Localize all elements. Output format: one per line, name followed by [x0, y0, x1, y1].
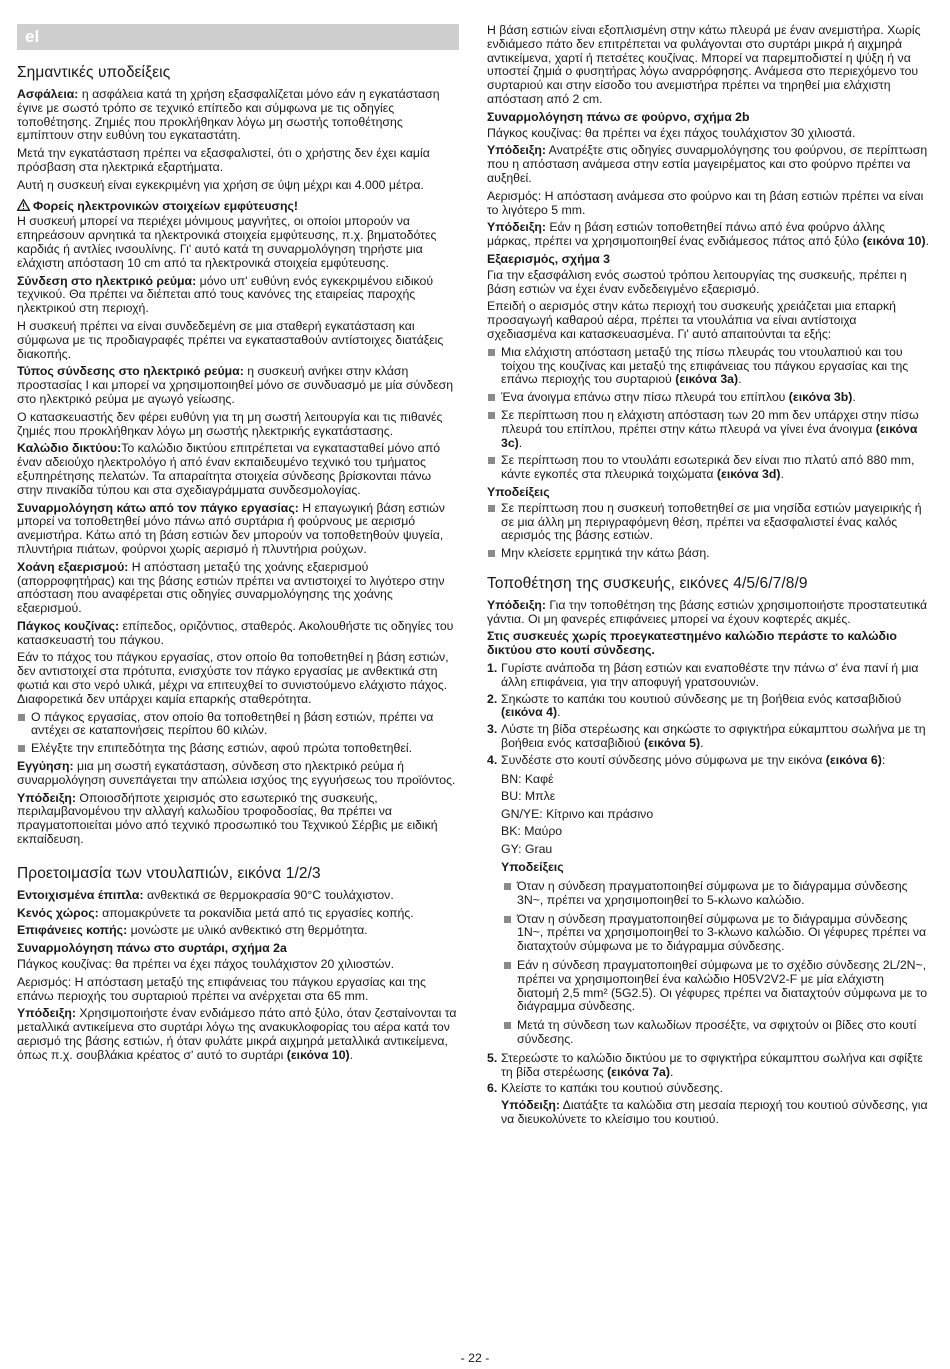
list-item: Ελέγξτε την επιπεδότητα της βάσης εστιών, αφού πρώτα τοποθετηθεί.: [17, 742, 459, 756]
list-item: Ο πάγκος εργασίας, στον οποίο θα τοποθετηθεί η βάση εστιών, πρέπει να αντέχει σε καταπονήσεις περίπου 60 κιλών.: [17, 711, 459, 739]
paragraph: Για την εξασφάλιση ενός σωστού τρόπου λειτουργίας της συσκευής, πρέπει η βάση εστιών να έχει έναν ενδεδειγμένο εξαερισμό.: [487, 267, 907, 296]
list-item: Σε περίπτωση που η ελάχιστη απόσταση των 20 mm δεν υπάρχει στην πίσω πλευρά του επίπλου, πρέπει στην κάτω πλευρά να γίνει ένα άνοιγμα (εικόνα 3c).: [487, 409, 929, 450]
list-item: Ένα άνοιγμα επάνω στην πίσω πλευρά του επίπλου (εικόνα 3b).: [487, 391, 929, 405]
paragraph: Επειδή ο αερισμός στην κάτω περιοχή του συσκευής χρειάζεται μια επαρκή προσαγωγή καθαρού αέρα, πρέπει τα ντουλάπια να είναι αντίστοιχα σχεδιασμένα και κατασκευασμένα. Γι' αυτό απαιτούνται τα εξής:: [487, 299, 896, 341]
paragraph: Ο κατασκευαστής δεν φέρει ευθύνη για τη μη σωστή λειτουργία και τις πιθανές ζημιές που προκλήθηκαν λόγω μη σωστής ηλεκτρικής εγκατάστασης.: [17, 409, 443, 438]
paragraph: Υπόδειξη: Για την τοποθέτηση της βάσης εστιών χρησιμοποιήστε προστατευτικά γάντια. Οι μη φανερές επιφάνειες μπορεί να έχουν κοφτερές ακμές.: [487, 597, 928, 626]
step: 4. Συνδέστε στο κουτί σύνδεσης μόνο σύμφωνα με την εικόνα (εικόνα 6):: [487, 752, 886, 767]
paragraph: Εντοιχισμένα έπιπλα: ανθεκτικά σε θερμοκρασία 90°C τουλάχιστον.: [17, 887, 394, 902]
warning-icon: [17, 199, 30, 211]
heading-important-notes: Σημαντικές υποδείξεις: [17, 64, 171, 81]
left-column: [17, 64, 459, 1067]
paragraph: Πάγκος κουζίνας: θα πρέπει να έχει πάχος τουλάχιστον 20 χιλιοστών.: [17, 957, 395, 972]
subheading-oven: Συναρμολόγηση πάνω σε φούρνο, σχήμα 2b: [487, 109, 750, 124]
heading-installation: Τοποθέτηση της συσκευής, εικόνες 4/5/6/7/8/9: [487, 574, 808, 592]
step: 5. Στερεώστε το καλώδιο δικτύου με το σφιγκτήρα εύκαμπτου σωλήνα και σφίξτε τη βίδα στερέωσης (εικόνα 7a).: [487, 1050, 923, 1079]
paragraph: Καλώδιο δικτύου:Το καλώδιο δικτύου επιτρέπεται να εγκατασταθεί μόνο από έναν αδειούχο ηλεκτρολόγο ή από έναν εκπαιδευμένο τεχνικό του τμήματος εξυπηρέτησης πελατών. Τα απαραίτητα στοιχεία σύνδεσης βρίσκονται πάνω στην πινακίδα τύπου και στα σχεδιαγράμματα συνδεσμολογίας.: [17, 441, 441, 497]
wire-colour: GY: Grau: [501, 841, 553, 856]
wire-colour: GN/YE: Κίτρινο και πράσινο: [501, 806, 654, 821]
wire-colour: BN: Καφέ: [501, 771, 554, 786]
paragraph: Μετά την εγκατάσταση πρέπει να εξασφαλιστεί, ότι ο χρήστης δεν έχει καμία πρόσβαση στα ηλεκτρικά εξαρτήματα.: [17, 146, 430, 174]
paragraph: Εγγύηση: μια μη σωστή εγκατάσταση, σύνδεση στο ηλεκτρικό ρεύμα ή συναρμολόγηση συνεπάγεται την απώλεια ισχύος της εγγυήσεως του προϊόντος.: [17, 759, 456, 787]
paragraph: Η βάση εστιών είναι εξοπλισμένη στην κάτω πλευρά με έναν ανεμιστήρα. Χωρίς ενδιάμεσο πάτο δεν επιτρέπεται να φυλάγονται στο συρτάρι μικρά ή αιχμηρά αντικείμενα, χαρτί ή πετσέτες κουζίνας. Μπορεί να παρεμποδιστεί η ψύξη ή να υποστεί ζημιά ο φυσητήρας λόγω αναρρόφησης. Ανάμεσα στο περιεχόμενο του συρταριού και στην είσοδο του ανεμιστήρα πρέπει να τηρηθεί μια ελάχιστη απόσταση από 2 cm.: [487, 23, 921, 106]
paragraph: Πάγκος κουζίνας: θα πρέπει να έχει πάχος τουλάχιστον 30 χιλιοστά.: [487, 125, 856, 140]
paragraph: Πάγκος κουζίνας: επίπεδος, οριζόντιος, σταθερός. Ακολουθήστε τις οδηγίες του κατασκευαστή του πάγκου.: [17, 618, 454, 647]
list-item: Όταν η σύνδεση πραγματοποιηθεί σύμφωνα με το διάγραμμα σύνδεσης 1N~, πρέπει να χρησιμοποιηθεί το 3-κλωνο καλώδιο. Οι γέφυρες πρέπει να διαταχτούν σύμφωνα με το διάγραμμα σύνδεσης.: [487, 913, 929, 954]
list-item: Μετά τη σύνδεση των καλωδίων προσέξτε, να σφιχτούν οι βίδες στο κουτί σύνδεσης.: [487, 1019, 929, 1047]
paragraph: Η συσκευή πρέπει να είναι συνδεδεμένη σε μια σταθερή εγκατάσταση και σύμφωνα με τις προδιαγραφές πρέπει να εγκατασταθούν αντίστοιχες διατάξεις διακοπής.: [17, 318, 444, 361]
paragraph: Η συσκευή μπορεί να περιέχει μόνιμους μαγνήτες, οι οποίοι μπορούν να επηρεάσουν αρνητικά τα ηλεκτρονικά στοιχεία εμφύτευσης, π.χ. βηματοδότες καρδιάς ή αντλίες ινσουλίνης. Γι' αυτό κατά τη συναρμολόγηση τηρήστε μια ελάχιστη απόσταση 10 cm από τα ηλεκτρονικά στοιχεία εμφύτευσης.: [17, 214, 437, 270]
page-number: - 22 -: [460, 1351, 490, 1365]
paragraph-bold: Στις συσκευές χωρίς προεγκατεστημένο καλώδιο περάστε το καλώδιο δικτύου στο κουτί σύνδεσης.: [487, 629, 897, 658]
wire-colour-list: [501, 771, 929, 859]
list-item: Μια ελάχιστη απόσταση μεταξύ της πίσω πλευράς του ντουλαπιού και του τοίχου της κουζίνας και μεταξύ της επιφάνειας του πάγκου εργασίας και της επάνω περιοχής του συρταριού (εικόνα 3a).: [487, 346, 929, 387]
paragraph: Υπόδειξη: Διατάξτε τα καλώδια στη μεσαία περιοχή του κουτιού σύνδεσης, για να διευκολύνετε το κλείσιμο του κουτιού.: [501, 1098, 928, 1126]
paragraph: Κενός χώρος: απομακρύνετε τα ροκανίδια μετά από τις εργασίες κοπής.: [17, 905, 414, 920]
list-item: Σε περίπτωση που η συσκευή τοποθετηθεί σε μια νησίδα εστιών μαγειρικής ή σε μια άλλη μη περιγραφόμενη θέση, πρέπει να εξασφαλιστεί ένας καλός αερισμός της βάσης εστιών.: [487, 502, 929, 543]
step: 3. Λύστε τη βίδα στερέωσης και σηκώστε το σφιγκτήρα εύκαμπτου σωλήνα με τη βοήθεια ενός κατσαβιδιού (εικόνα 5).: [487, 722, 926, 751]
paragraph: Αερισμός: Η απόσταση μεταξύ της επιφάνειας του πάγκου εργασίας και της επάνω περιοχής του συρταριού πρέπει να ανέρχεται στα 65 mm.: [17, 974, 426, 1003]
step: 6. Κλείστε το καπάκι του κουτιού σύνδεσης.: [487, 1081, 724, 1096]
paragraph: Αυτή η συσκευή είναι εγκεκριμένη για χρήση σε ύψη μέχρι και 4.000 μέτρα.: [17, 177, 424, 192]
right-column: [487, 24, 929, 1131]
list-item: Όταν η σύνδεση πραγματοποιηθεί σύμφωνα με το διάγραμμα σύνδεσης 3N~, πρέπει να χρησιμοποιηθεί το 5-κλωνο καλώδιο.: [487, 880, 929, 908]
paragraph: Χοάνη εξαερισμού: Η απόσταση μεταξύ της χοάνης εξαερισμού (απορροφητήρας) και της βάσης εστιών πρέπει να αντιστοιχεί το λιγότερο στην απόσταση που αναφέρεται στις οδηγίες συναρμολόγησης της χοάνης εξαερισμού.: [17, 559, 445, 616]
list-item: Εάν η σύνδεση πραγματοποιηθεί σύμφωνα με το σχέδιο σύνδεσης 2L/2N~, πρέπει να χρησιμοποιηθεί ένα καλώδιο H05V2V2-F με μία ελάχιστη διατομή 2,5 mm² (5G2.5). Οι γέφυρες πρέπει να διαταχτούν σύμφωνα με το διάγραμμα σύνδεσης.: [487, 959, 929, 1014]
subheading-drawer: Συναρμολόγηση πάνω στο συρτάρι, σχήμα 2a: [17, 941, 287, 956]
heading-cabinet-prep: Προετοιμασία των ντουλαπιών, εικόνα 1/2/3: [17, 864, 321, 882]
list-item: Σε περίπτωση που το ντουλάπι εσωτερικά δεν είναι πιο πλατύ από 880 mm, κάντε εγκοπές στα πλευρικά τοιχώματα (εικόνα 3d).: [487, 454, 929, 482]
paragraph: Σύνδεση στο ηλεκτρικό ρεύμα: μόνο υπ' ευθύνη ενός εγκεκριμένου ειδικού τεχνικού. Θα πρέπει να διέπεται από τους κανόνες της εταιρείας παροχής ηλεκτρικού στη περιοχή.: [17, 273, 434, 316]
subheading-hints: Υποδείξεις: [487, 484, 550, 499]
paragraph: Αερισμός: Η απόσταση ανάμεσα στο φούρνο και τη βάση εστιών πρέπει να είναι το λιγότερο 5 mm.: [487, 188, 924, 217]
paragraph: Υπόδειξη: Οποιοσδήποτε χειρισμός στο εσωτερικό της συσκευής, περιλαμβανομένου την αλλαγή καλωδίου τροφοδοσίας, θα πρέπει να πραγματοποιείται μόνο από τεχνικό προσωπικό του Τεχνικού Σέρβις με ειδική εκπαίδευση.: [17, 790, 438, 847]
list-item: Μην κλείσετε ερμητικά την κάτω βάση.: [487, 547, 929, 561]
paragraph: Επιφάνειες κοπής: μονώστε με υλικό ανθεκτικό στη θερμότητα.: [17, 923, 368, 938]
paragraph: Υπόδειξη: Ανατρέξτε στις οδηγίες συναρμολόγησης του φούρνου, σε περίπτωση που η απόσταση ανάμεσα στην εστία μαγειρέματος και στο φούρνο πρέπει να αυξηθεί.: [487, 143, 928, 185]
paragraph: Συναρμολόγηση κάτω από τον πάγκο εργασίας: Η επαγωγική βάση εστιών μπορεί να τοποθετηθεί μόνο πάνω από συρτάρια ή φούρνους με αερισμό ανεμιστήρα. Κάτω από τη βάση εστιών δεν μπορούν να τοποθετηθούν ψυγεία, πλυντήρια πιάτων, φούρνοι χωρίς αερισμό ή πλυντήρια ρούχων.: [17, 500, 445, 556]
step: 1. Γυρίστε ανάποδα τη βάση εστιών και εναποθέστε την πάνω σ' ένα πανί ή μια άλλη επιφάνεια, για την αποφυγή γρατσουνιών.: [487, 661, 919, 689]
paragraph: Υπόδειξη: Εάν η βάση εστιών τοποθετηθεί πάνω από ένα φούρνο άλλης μάρκας, πρέπει να χρησιμοποιηθεί ένας ενδιάμεσος πάτος από ξύλο (εικόνα 10).: [487, 220, 930, 249]
language-bar: [17, 24, 459, 50]
wire-colour: BK: Μαύρο: [501, 824, 563, 839]
language-code: el: [25, 27, 40, 46]
wire-colour: BU: Μπλε: [501, 789, 556, 804]
subheading-hints: Υποδείξεις: [501, 860, 564, 875]
paragraph: Υπόδειξη: Χρησιμοποιήστε έναν ενδιάμεσο πάτο από ξύλο, όταν ζεσταίνονται τα μεταλλικά αντικείμενα στο συρτάρι λόγω της ανακυκλοφορίας του αέρα κατά τον αερισμό της βάσης εστιών, ή όταν φυλάτε μικρά αιχμηρά μεταλλικά αντικείμενα, όπως π.χ. σουβλάκια κρέατος σ' αυτό το συρτάρι (εικόνα 10).: [17, 1006, 457, 1062]
subheading-ventilation: Εξαερισμός, σχήμα 3: [487, 251, 610, 266]
paragraph: Εάν το πάχος του πάγκου εργασίας, στον οποίο θα τοποθετηθεί η βάση εστιών, δεν αντιστοιχεί στα πρότυπα, ενισχύστε τον πάγκο εργασίας με ανθεκτικά στη φωτιά και στο νερό υλικά, μέχρι να επιτευχθεί το συνιστούμενο ελάχιστο πάχος. Διαφορετικά δεν υπάρχει καμία επαρκής σταθερότητα.: [17, 650, 449, 706]
paragraph: Τύπος σύνδεσης στο ηλεκτρικό ρεύμα: η συσκευή ανήκει στην κλάση προστασίας I και μπορεί να χρησιμοποιηθεί μόνο σε συνδυασμό με μία σύνδεση στο ηλεκτρικό ρεύμα με αγωγό γείωσης.: [17, 364, 454, 406]
paragraph: Ασφάλεια: η ασφάλεια κατά τη χρήση εξασφαλίζεται μόνο εάν η εγκατάσταση έγινε με σωστό τρόπο σε τεχνικό επίπεδο και σύμφωνα με τις οδηγίες τοποθέτησης. Ζημιές που προκλήθηκαν λόγω μη σωστής τοποθέτησης εμπίπτουν στην ευθύνη του εγκαταστάτη.: [17, 87, 440, 143]
warning-heading: Φορείς ηλεκτρονικών στοιχείων εμφύτευσης!: [17, 199, 459, 214]
step: 2. Σηκώστε το καπάκι του κουτιού σύνδεσης με τη βοήθεια ενός κατσαβιδιού (εικόνα 4).: [487, 691, 902, 720]
